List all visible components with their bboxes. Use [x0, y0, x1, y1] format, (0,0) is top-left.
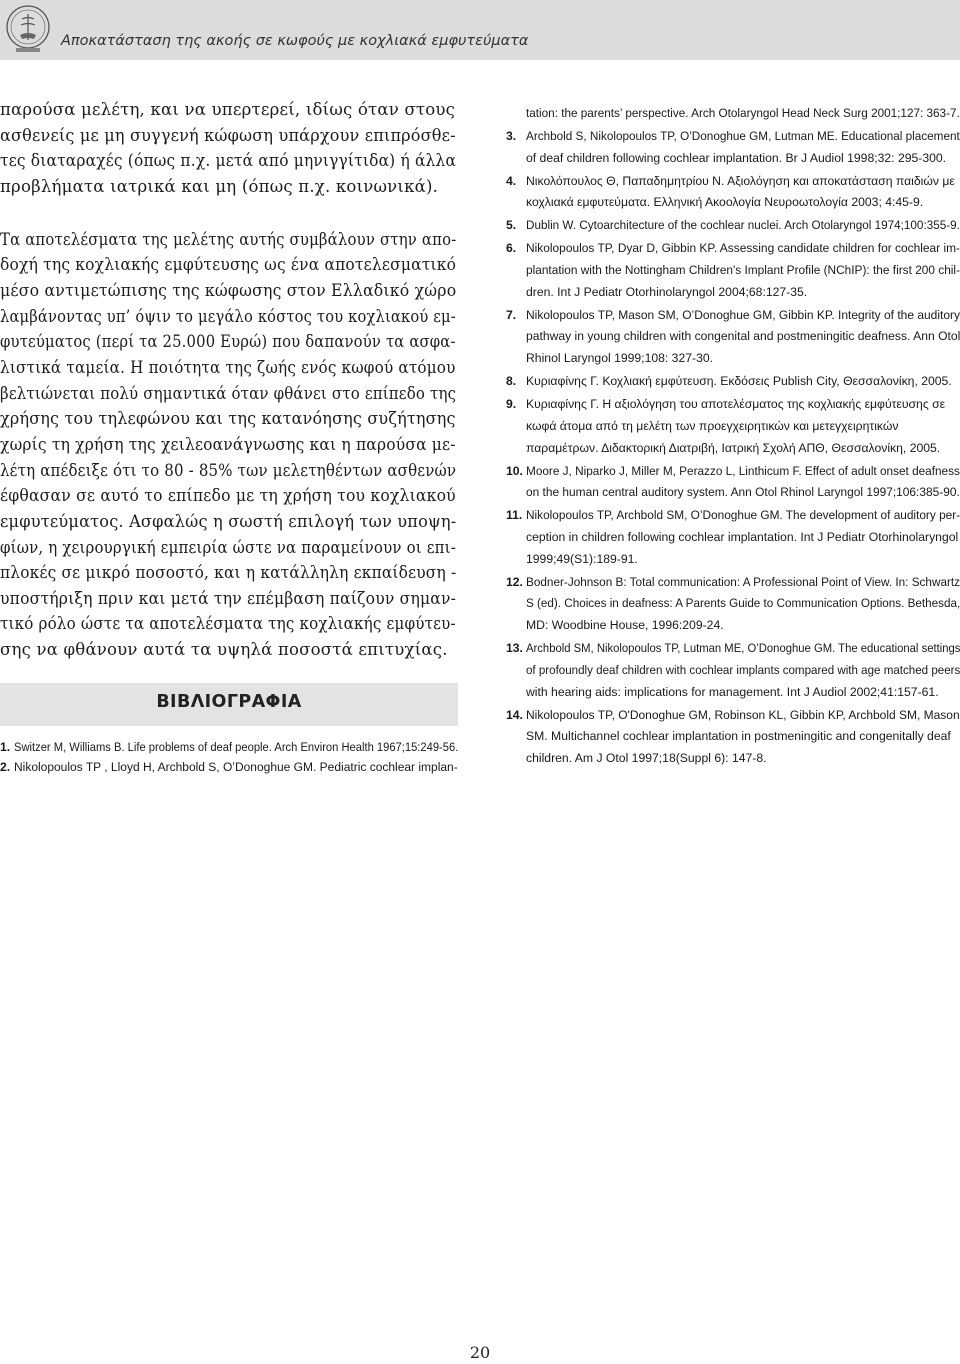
reference-text-line: Archbold SM, Nikolopoulos TP, Lutman ME, O’Donoghue GM. The educational settings [526, 641, 960, 656]
text-line: πλοκές σε μικρό ποσοστό, και η κατάλληλη εκπαίδευση - [0, 563, 457, 583]
reference-text-line: ception in children following cochlear implantation. Int J Pediatr Otorhinolaryngol [526, 529, 959, 544]
reference-text-line: Nikolopoulos TP, Mason SM, O’Donoghue GM, Gibbin KP. Integrity of the auditory [526, 307, 960, 322]
text-line: σης να φθάνουν αυτά τα υψηλά ποσοστά επιτυχίας. [0, 640, 448, 660]
reference-number: 12. [506, 574, 523, 589]
reference-text-line: Moore J, Niparko J, Miller M, Perazzo L, Linthicum F. Effect of adult onset deafness [526, 463, 960, 478]
reference-text-line: dren. Int J Pediatr Otorhinolaryngol 2004;68:127-35. [526, 284, 808, 299]
reference-text-line: Nikolopoulos TP, Archbold SM, O’Donoghue GM. The development of auditory per- [526, 508, 960, 523]
journal-seal-icon [4, 3, 52, 55]
reference-text-line: on the human central auditory system. Ann Otol Rhinol Laryngol 1997;106:385-90. [526, 485, 960, 500]
reference-item [506, 371, 960, 393]
text-line: φυτεύματος (περί τα 25.000 Ευρώ) που δαπανούν τα ασφα- [0, 332, 456, 352]
reference-item [506, 215, 960, 237]
reference-number: 1. [0, 740, 11, 754]
reference-text-line: Bodner-Johnson B: Total communication: A Professional Point of View. In: Schwartz [526, 574, 960, 589]
reference-text-line: κοχλιακά εμφυτεύματα. Ελληνική Ακοολογία Νευροωτολογία 2003; 4:45-9. [526, 195, 924, 210]
text-line: προβλήματα ιατρικά και μη (όπως π.χ. κοινωνικά). [0, 176, 439, 196]
text-line: ασθενείς με μη συγγενή κώφωση υπάρχουν επιπρόσθε- [0, 125, 456, 145]
text-line: φίων, η χειρουργική εμπειρία ώστε να παραμείνουν οι επι- [0, 537, 456, 557]
reference-text-line: Archbold S, Nikolopoulos TP, O’Donoghue GM, Lutman ME. Educational placement [526, 128, 960, 143]
reference-text-line: of deaf children following cochlear implantation. Br J Audiol 1998;32: 295-300. [526, 150, 947, 165]
text-line: μέσο αντιμετώπισης της κώφωσης στον Ελλαδικό χώρο [0, 280, 457, 300]
reference-number: 9. [506, 397, 517, 412]
reference-item [506, 126, 960, 170]
reference-text-line: SM. Multichannel cochlear implantation in postmeningitic and congenitally deaf [526, 729, 951, 744]
reference-number: 2. [0, 760, 11, 774]
text-line: δοχή της κοχλιακής εμφύτευσης ως ένα αποτελεσματικό [0, 255, 457, 275]
reference-item [506, 238, 960, 303]
reference-text-line: Dublin W. Cytoarchitecture of the cochlear nuclei. Arch Otolaryngol 1974;100:355-9. [526, 218, 960, 233]
reference-item [0, 737, 458, 757]
reference-number: 14. [506, 707, 523, 722]
reference-text-line: Nikolopoulos TP, Dyar D, Gibbin KP. Assessing candidate children for cochlear im- [526, 241, 960, 256]
reference-number: 11. [506, 508, 523, 523]
body-paragraph [0, 227, 458, 663]
reference-item [506, 505, 960, 570]
reference-text-line: Nikolopoulos TP, O'Donoghue GM, Robinson KL, Gibbin KP, Archbold SM, Mason [526, 707, 960, 722]
reference-text-line: παραμέτρων. Διδακτορική Διατριβή, Ιατρική Σχολή ΑΠΘ, Θεσσαλονίκη, 2005. [526, 440, 941, 455]
reference-text-line: of profoundly deaf children with cochlear implants compared with age matched peers [526, 662, 960, 677]
reference-text-line: Κυριαφίνης Γ. Κοχλιακή εμφύτευση. Εκδόσεις Publish City, Θεσσαλονίκη, 2005. [526, 374, 952, 389]
text-line: υποστήριξη πριν και μετά την επέμβαση παίζουν σημαν- [0, 588, 457, 608]
text-line: βελτιώνεται πολύ σημαντικά όταν φθάνει στο επίπεδο της [0, 383, 457, 403]
reference-item [506, 461, 960, 505]
reference-item [506, 394, 960, 459]
reference-list [506, 103, 960, 771]
reference-text-line: Switzer M, Williams B. Life problems of deaf people. Arch Environ Health 1967;15:249-56. [14, 740, 459, 754]
text-line: τες διαταραχές (όπως π.χ. μετά από μηνιγγίτιδα) ή άλλα [0, 151, 457, 171]
page-number: 20 [469, 1343, 491, 1362]
text-line: χρήσης του τηλεφώνου και της κατανόησης συζήτησης [0, 409, 456, 429]
text-line: τικό ρόλο ώστε τα αποτελέσματα της κοχλιακής εμφύτευ- [0, 614, 456, 634]
reference-item [506, 705, 960, 770]
text-line: Τα αποτελέσματα της μελέτης αυτής συμβάλουν στην απο- [0, 229, 457, 249]
reference-number: 10. [506, 463, 523, 478]
reference-text-line: Nikolopoulos TP , Lloyd H, Archbold S, O’Donoghue GM. Pediatric cochlear implan- [14, 760, 458, 774]
reference-text-line: 1999;49(S1):189-91. [526, 551, 638, 566]
text-line: παρούσα μελέτη, και να υπερτερεί, ιδίως όταν στους [0, 100, 456, 119]
text-line: έφθασαν σε αυτό το επίπεδο με τη χρήση του κοχλιακού [0, 486, 456, 506]
reference-text-line: pathway in young children with congenital and postmeningitic deafness. Ann Otol [526, 329, 960, 344]
running-title: Αποκατάσταση της ακοής σε κωφούς με κοχλιακά εμφυτεύματα [61, 33, 529, 49]
reference-text-line: Rhinol Laryngol 1999;108: 327-30. [526, 351, 714, 366]
body-text-column [0, 97, 458, 663]
reference-number: 4. [506, 173, 517, 188]
bibliography-heading: ΒΙΒΛΙΟΓΡΑΦΙΑ [156, 692, 302, 712]
reference-text-line: children. Am J Otol 1997;18(Suppl 6): 147-8. [526, 751, 767, 766]
reference-number: 13. [506, 641, 523, 656]
text-line: λαμβάνοντας υπ’ όψιν το μεγάλο κόστος του κοχλιακού εμ- [0, 306, 456, 326]
reference-item [506, 103, 960, 125]
reference-text-line: plantation with the Nottingham Children's Implant Profile (NChIP): the first 200 chil- [526, 262, 960, 277]
reference-text-line: MD: Woodbine House, 1996:209-24. [526, 618, 724, 633]
reference-text-line: with hearing aids: implications for management. Int J Audiol 2002;41:157-61. [526, 684, 939, 699]
text-line: λέτη απέδειξε ότι το 80 - 85% των μελετηθέντων ασθενών [0, 460, 457, 480]
reference-text-line: Νικολόπουλος Θ, Παπαδημητρίου Ν. Αξιολόγηση και αποκατάσταση παιδιών με [526, 173, 955, 188]
reference-item [506, 638, 960, 703]
reference-number: 6. [506, 241, 517, 256]
reference-item [0, 757, 458, 777]
reference-number: 3. [506, 128, 517, 143]
reference-item [506, 572, 960, 637]
body-paragraph [0, 97, 458, 200]
reference-number: 5. [506, 218, 517, 233]
reference-item [506, 305, 960, 370]
running-header [0, 0, 960, 60]
reference-text-line: κωφά άτομα από τη μελέτη των προεγχειρητικών και μετεγχειρητικών [526, 418, 899, 433]
reference-text-line: S (ed). Choices in deafness: A Parents Guide to Communication Options. Bethesda, [526, 596, 960, 611]
reference-number: 8. [506, 374, 517, 389]
text-line: χωρίς τη χρήση της χειλεοανάγνωσης και η παρούσα με- [0, 434, 456, 454]
reference-list [0, 737, 458, 777]
text-line: λιστικά ταμεία. Η ποιότητα της ζωής ενός κωφού ατόμου [0, 357, 456, 377]
reference-number: 7. [506, 307, 517, 322]
reference-text-line: Κυριαφίνης Γ. Η αξιολόγηση του αποτελέσματος της κοχλιακής εμφύτευσης σε [526, 397, 946, 412]
text-line: εμφυτεύματος. Ασφαλώς η σωστή επιλογή των υποψη- [0, 511, 457, 531]
reference-item [506, 171, 960, 215]
reference-text-line: tation: the parents’ perspective. Arch Otolaryngol Head Neck Surg 2001;127: 363-7. [526, 106, 960, 120]
